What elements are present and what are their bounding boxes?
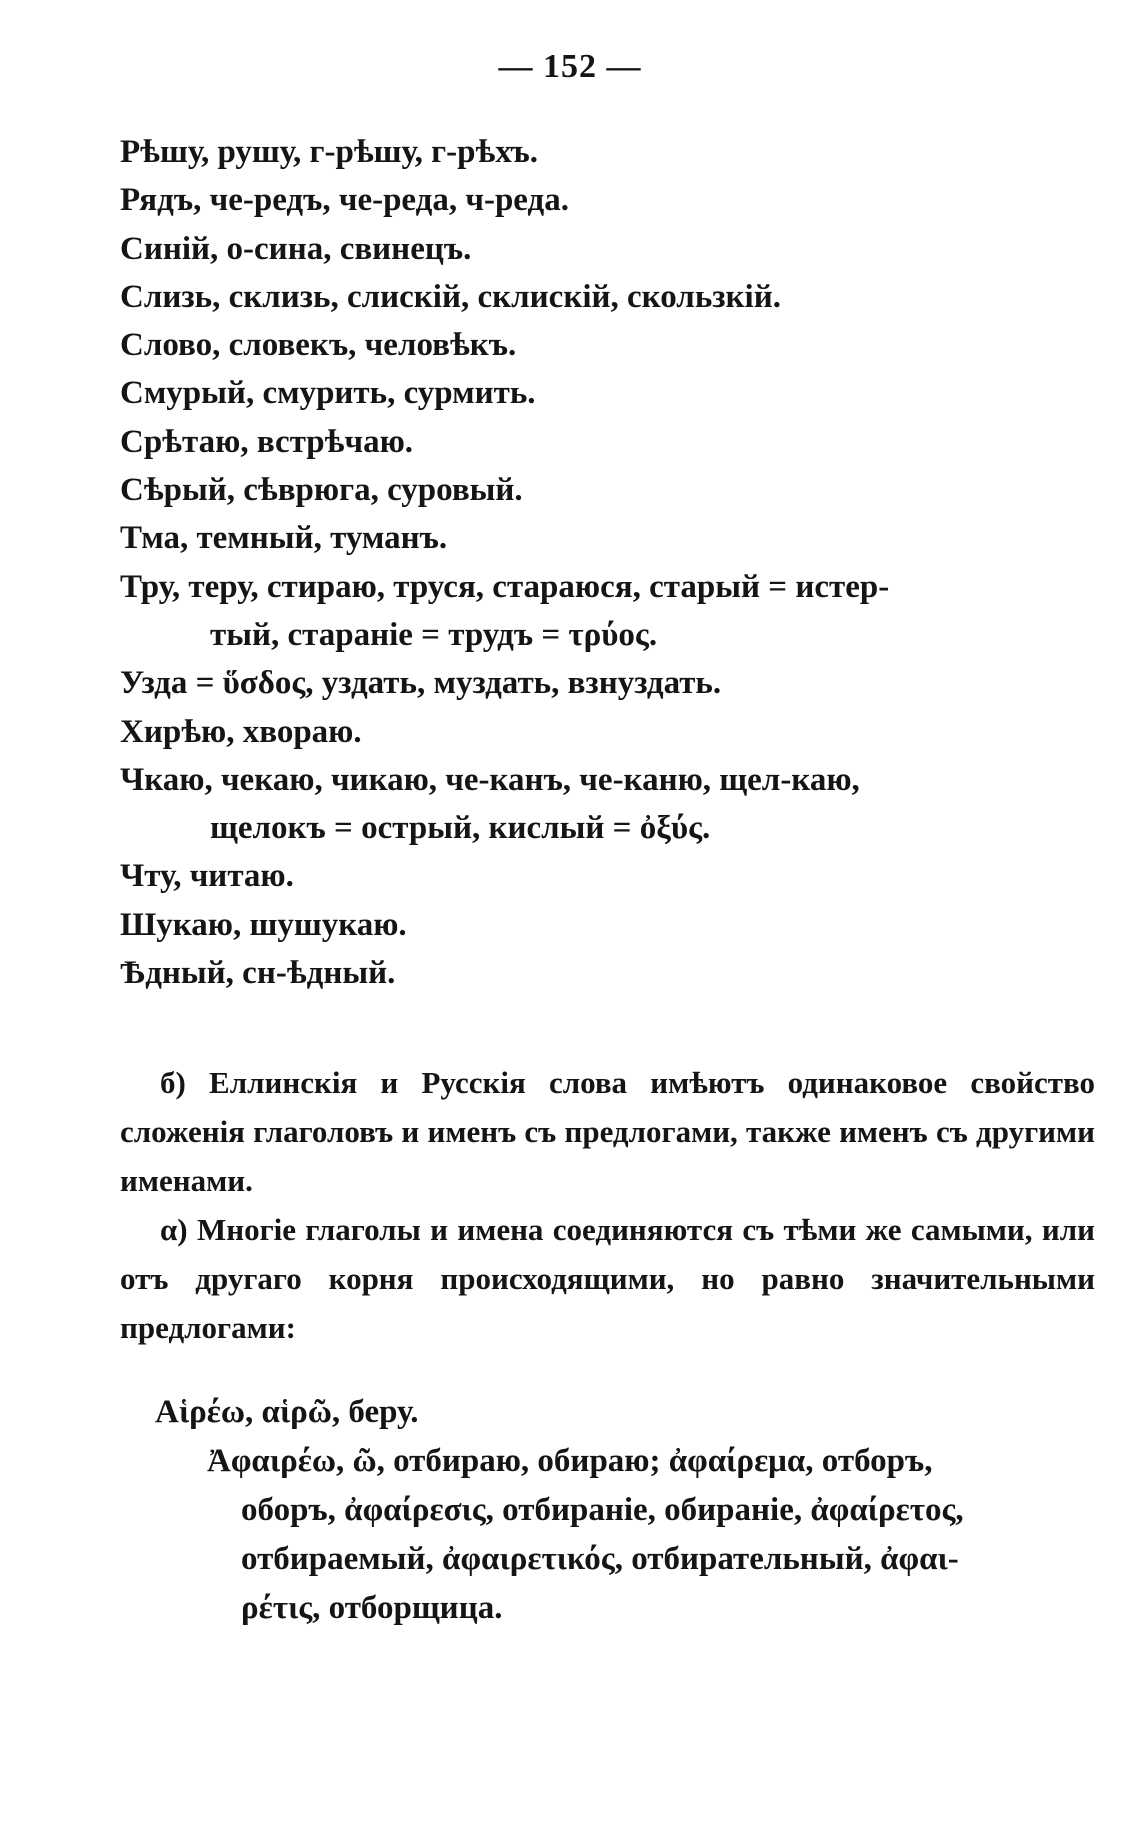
list-item xyxy=(120,466,1100,514)
list-item xyxy=(120,756,1100,853)
list-item xyxy=(120,949,1100,997)
list-item xyxy=(120,901,1100,949)
greek-example xyxy=(155,1388,1105,1633)
word-root-list xyxy=(120,128,1100,997)
greek-example-line: ρέτις, отборщица. xyxy=(241,1590,503,1626)
list-item xyxy=(120,514,1100,562)
paragraph-alpha: α) Многіе глаголы и имена соединяются съ тѣми же самыми, или отъ другаго корня происходящими, но равно значительными предлогами: xyxy=(120,1212,1095,1345)
greek-example-line: оборъ, ἀφαίρεσις, отбираніе, обираніе, ἀφαίρετος, xyxy=(241,1492,964,1528)
entry-continuation: щелокъ = острый, кислый = ὀξύς. xyxy=(210,810,711,847)
list-item xyxy=(120,321,1100,369)
list-item xyxy=(120,369,1100,417)
entry-text: Синій, о-сина, свинецъ. xyxy=(120,230,472,267)
section-b xyxy=(120,1058,1095,1352)
entry-text: Шукаю, шушукаю. xyxy=(120,906,407,943)
entry-text: Рядъ, че-редъ, че-реда, ч-реда. xyxy=(120,182,569,219)
list-item xyxy=(120,128,1100,176)
entry-text: Рѣшу, рушу, г-рѣшу, г-рѣхъ. xyxy=(120,134,539,170)
entry-text: Тма, темный, туманъ. xyxy=(120,520,448,557)
entry-text: Сѣрый, сѣврюга, суровый. xyxy=(120,472,523,509)
entry-text: Чту, читаю. xyxy=(120,858,294,895)
list-item xyxy=(120,225,1100,273)
list-item xyxy=(120,563,1100,660)
entry-text: Слизь, склизь, слискій, склискій, скользкій. xyxy=(120,278,781,315)
page-number: — 152 — xyxy=(498,48,642,85)
entry-text: Срѣтаю, встрѣчаю. xyxy=(120,423,414,460)
list-item xyxy=(120,176,1100,224)
list-item xyxy=(120,659,1100,707)
entry-continuation: тый, стараніе = трудъ = τρύος. xyxy=(210,616,658,653)
entry-text: Узда = ὕσδος, уздать, муздать, взнуздать. xyxy=(120,665,722,702)
entry-text: Хирѣю, хвораю. xyxy=(120,713,362,750)
list-item xyxy=(120,273,1100,321)
entry-text: Тру, теру, стираю, труся, стараюся, старый = истер- xyxy=(120,568,890,605)
greek-example-headword: Αἱρέω, αἱρῶ, беру. xyxy=(155,1394,419,1430)
entry-text: Ѣдный, сн-ѣдный. xyxy=(120,955,396,992)
greek-example-line: Ἀφαιρέω, ῶ, отбираю, обираю; ἀφαίρεμα, отборъ, xyxy=(207,1443,933,1479)
list-item xyxy=(120,708,1100,756)
entry-text: Смурый, смурить, сурмить. xyxy=(120,375,536,412)
entry-text: Слово, словекъ, человѣкъ. xyxy=(120,327,517,364)
list-item xyxy=(120,418,1100,466)
entry-text: Чкаю, чекаю, чикаю, че-канъ, че-каню, щел-каю, xyxy=(120,761,860,798)
paragraph-b: б) Еллинскія и Русскія слова имѣютъ одинаковое свойство сложенія глаголовъ и именъ съ предлогами, также именъ съ другими именами. xyxy=(120,1065,1095,1198)
greek-example-line: отбираемый, ἀφαιρετικός, отбирательный, ἀφαι- xyxy=(241,1541,959,1577)
list-item xyxy=(120,852,1100,900)
